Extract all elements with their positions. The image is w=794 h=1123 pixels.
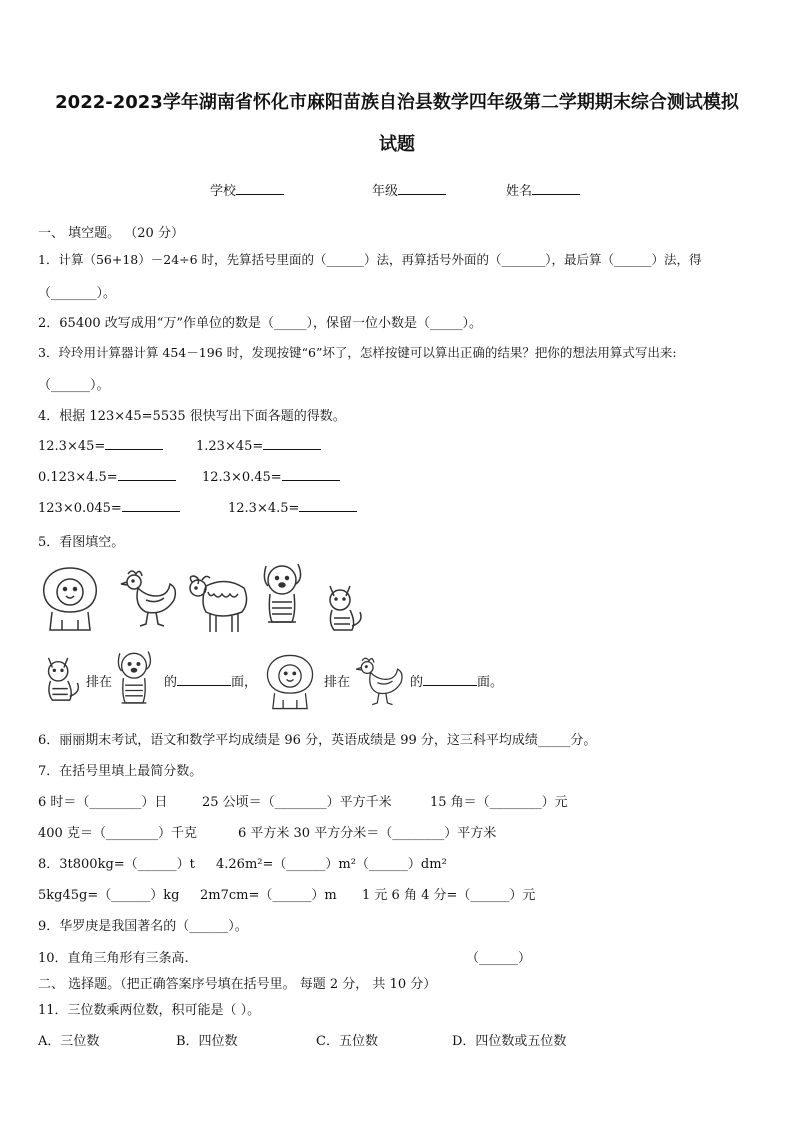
lion-small-icon xyxy=(260,652,320,712)
q7-item-2: 25 公顷＝（________）平方千米 xyxy=(202,795,392,810)
sheep-icon xyxy=(186,572,250,636)
q4-item-6: 12.3×4.5= xyxy=(228,499,357,516)
page-title: 2022-2023学年湖南省怀化市麻阳苗族自治县数学四年级第二学期期末综合测试模拟 xyxy=(55,92,739,113)
q4-text: 4．根据 123×45=5535 很快写出下面各题的得数。 xyxy=(38,409,346,424)
q11-option-c[interactable]: C．五位数 xyxy=(316,1034,378,1049)
hen-icon xyxy=(116,566,180,630)
q8-item-4: 2m7cm=（______）m xyxy=(200,888,337,903)
lion-icon xyxy=(38,564,102,634)
q4-item-2: 1.23×45= xyxy=(196,437,321,454)
grade-blank[interactable] xyxy=(398,182,446,195)
cat-icon xyxy=(322,582,366,634)
q1-line1: 1．计算（56+18）－24÷6 时，先算括号里面的（______）法，再算括号外面的（_______），最后算（______）法，得 xyxy=(38,252,702,267)
school-field xyxy=(210,180,284,199)
hen-small-icon xyxy=(350,654,408,708)
cat-small-icon xyxy=(40,654,84,704)
q11-option-d[interactable]: D．四位数或五位数 xyxy=(452,1034,567,1049)
section1-heading: 一、 填空题。 （20 分） xyxy=(38,226,184,241)
q10-answer[interactable]: （______） xyxy=(466,951,532,966)
q5-paizai-1: 排在 xyxy=(86,675,113,690)
q7-text: 7．在括号里填上最简分数。 xyxy=(38,764,203,779)
name-blank[interactable] xyxy=(532,182,580,195)
q7-item-5: 6 平方米 30 平方分米＝（________）平方米 xyxy=(238,826,497,841)
q11-option-b[interactable]: B．四位数 xyxy=(176,1034,238,1049)
q11-option-a[interactable]: A．三位数 xyxy=(38,1034,100,1049)
section2-heading: 二、 选择题。（把正确答案序号填在括号里。 每题 2 分， 共 10 分） xyxy=(38,977,437,992)
q10-text: 10．直角三角形有三条高. xyxy=(38,951,189,966)
q5-blank-2[interactable] xyxy=(423,673,477,686)
q8-item-3: 5kg45g=（______）kg xyxy=(38,888,180,903)
q8-item-5: 1 元 6 角 4 分=（______）元 xyxy=(362,888,536,903)
dog-small-icon xyxy=(112,648,156,710)
q5-sentence-1: 的 面， xyxy=(164,675,258,690)
school-blank[interactable] xyxy=(236,182,284,195)
grade-label: 年级 xyxy=(372,184,399,199)
q5-sentence-2: 的 面。 xyxy=(410,675,504,690)
q4-item-1: 12.3×45= xyxy=(38,437,163,454)
q2-text: 2．65400 改写成用“万”作单位的数是（_____），保留一位小数是（_____）。 xyxy=(38,316,483,331)
q5-text: 5．看图填空。 xyxy=(38,535,125,550)
school-label: 学校 xyxy=(210,184,237,199)
page-title-cont: 试题 xyxy=(379,134,415,155)
q8-item-2: 4.26m²=（______）m²（______）dm² xyxy=(216,857,447,872)
q5-blank-1[interactable] xyxy=(177,673,231,686)
q1-line2: （_______）。 xyxy=(38,286,117,301)
q4-item-5: 123×0.045= xyxy=(38,499,180,516)
q3-line1: 3．玲玲用计算器计算 454－196 时，发现按键“6”坏了，怎样按键可以算出正确的结果？把你的想法用算式写出来: xyxy=(38,345,677,360)
q5-paizai-2: 排在 xyxy=(324,675,351,690)
q6-text: 6．丽丽期末考试，语文和数学平均成绩是 96 分，英语成绩是 99 分，这三科平均成绩_____分。 xyxy=(38,733,597,748)
q9-text: 9．华罗庚是我国著名的（______）。 xyxy=(38,919,248,934)
q7-item-4: 400 克＝（________）千克 xyxy=(38,826,197,841)
q4-item-4: 12.3×0.45= xyxy=(202,468,340,485)
name-label: 姓名 xyxy=(506,184,533,199)
q4-item-3: 0.123×4.5= xyxy=(38,468,176,485)
dog-icon xyxy=(258,560,306,630)
q7-item-1: 6 时＝（________）日 xyxy=(38,795,168,810)
q7-item-3: 15 角＝（________）元 xyxy=(430,795,568,810)
name-field xyxy=(506,180,580,199)
q8-item-1: 8．3t800kg=（______）t xyxy=(38,857,195,872)
q3-line2: （______）。 xyxy=(38,378,110,393)
grade-field xyxy=(372,180,446,199)
q11-text: 11．三位数乘两位数，积可能是（ ）。 xyxy=(38,1003,261,1018)
